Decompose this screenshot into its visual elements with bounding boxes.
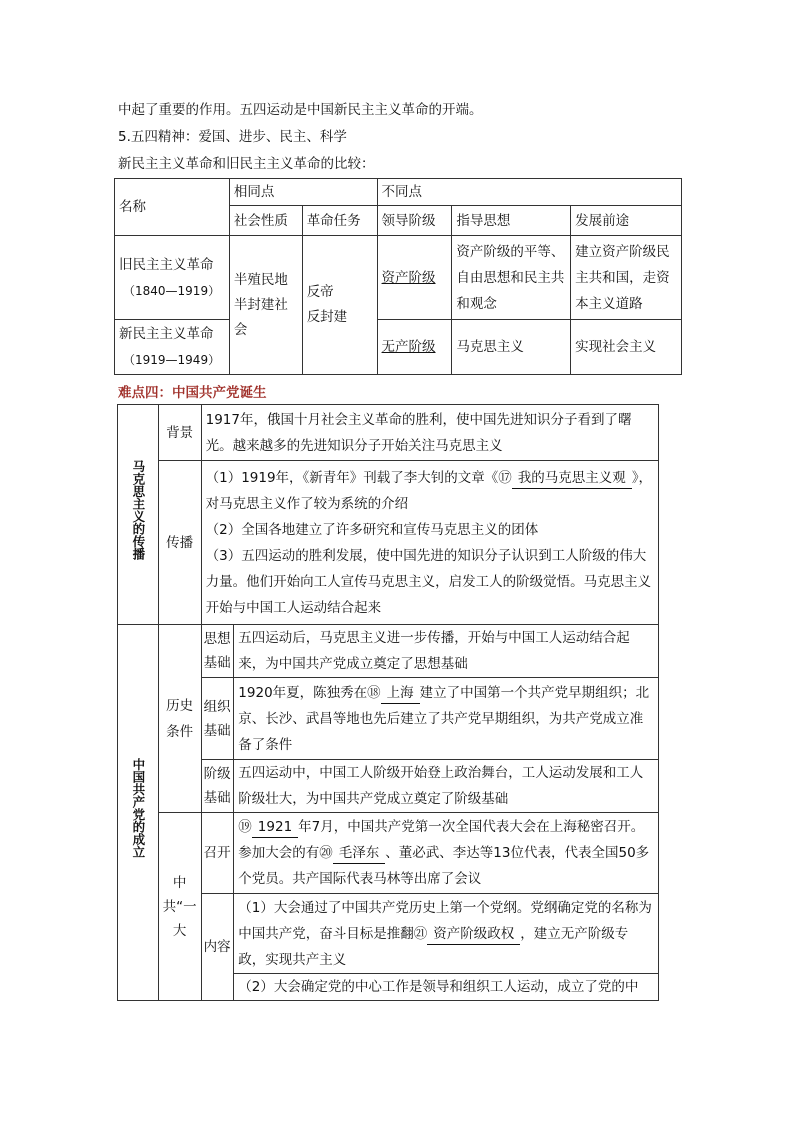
spread-label: 传播 xyxy=(158,461,201,625)
bg-text: 1917年，俄国十月社会主义革命的胜利，使中国先进知识分子看到了曙光。越来越多的先进知识分子开始关注马克思主义 xyxy=(201,405,658,461)
convene-b: 年7月，中国共产党第一次全国代表大会在上海秘密召开。参加大会的有⑳ xyxy=(238,819,645,861)
name-header: 名称 xyxy=(115,179,230,236)
content-cell-1 xyxy=(234,894,659,974)
col-task: 革命任务 xyxy=(302,206,377,236)
block2-label: 中国共产党的成立 xyxy=(130,758,146,858)
new-years: （1919—1949） xyxy=(123,353,221,367)
convene-blank-1: 1921 xyxy=(252,817,298,838)
block2-label-cell xyxy=(118,625,159,1001)
task-line-1: 反帝 xyxy=(306,284,334,300)
history-label: 历史条件 xyxy=(158,625,201,813)
party-founding-table xyxy=(117,404,659,1001)
spread-item-1 xyxy=(206,465,654,517)
new-name: 新民主主义革命 xyxy=(119,326,214,342)
same-header: 相同点 xyxy=(229,179,377,206)
convene-blank-2: 毛泽东 xyxy=(333,843,386,864)
org-label: 组织基础 xyxy=(201,678,234,760)
congress-label: 中共“一大 xyxy=(158,813,201,1001)
convene-c: 、董必武、李达等13位代表，代表全国50多个党员。共产国际代表马林等出席了会议 xyxy=(238,845,650,887)
col-nature: 社会性质 xyxy=(229,206,302,236)
intro-line-3: 新民主主义革命和旧民主主义革命的比较： xyxy=(118,156,375,172)
content-1-blank: 资产阶级政权 xyxy=(427,924,520,945)
convene-label: 召开 xyxy=(201,813,234,894)
class-label: 阶级基础 xyxy=(201,760,234,813)
section-title: 难点四：中国共产党诞生 xyxy=(118,385,267,401)
org-b: 建立了中国第一个共产党早期组织；北京、长沙、武昌等地也先后建立了共产党早期组织，为共产党成立准备了条件 xyxy=(238,684,650,753)
class-text: 五四运动中，中国工人阶级开始登上政治舞台，工人运动发展和工人阶级壮大，为中国共产党成立奠定了阶级基础 xyxy=(234,760,659,813)
org-cell xyxy=(234,678,659,760)
new-revolution-cell xyxy=(115,320,230,375)
content-label: 内容 xyxy=(201,894,234,1001)
old-future: 建立资产阶级民主共和国，走资本主义道路 xyxy=(571,236,682,320)
org-blank: 上海 xyxy=(381,683,420,704)
comparison-table xyxy=(114,178,682,375)
new-class-text: 无产阶级 xyxy=(381,339,436,355)
thought-label: 思想基础 xyxy=(201,625,234,678)
old-thought: 资产阶级的平等、自由思想和民主共和观念 xyxy=(452,236,571,320)
spread-item-2: （2）全国各地建立了许多研究和宣传马克思主义的团体 xyxy=(205,521,539,538)
diff-header: 不同点 xyxy=(377,179,681,206)
content-cell-2: （2）大会确定党的中心工作是领导和组织工人运动，成立了党的中 xyxy=(234,974,659,1001)
old-class-text: 资产阶级 xyxy=(381,269,436,286)
spread-cell xyxy=(201,461,658,625)
thought-text: 五四运动后，马克思主义进一步传播，开始与中国工人运动结合起来，为中国共产党成立奠定了思想基础 xyxy=(234,625,659,678)
org-a: 1920年夏，陈独秀在⑱ xyxy=(238,684,381,701)
task-line-2: 反封建 xyxy=(306,309,348,325)
block1-label-cell xyxy=(118,405,159,625)
bg-label: 背景 xyxy=(158,405,201,461)
old-name: 旧民主主义革命 xyxy=(119,256,214,273)
spread-1a: （1）1919年，《新青年》刊载了李大钊的文章《⑰ xyxy=(205,469,512,486)
block1-label: 马克思主义的传播 xyxy=(130,460,146,560)
nature-cell: 半殖民地半封建社会 xyxy=(229,236,302,375)
convene-a: ⑲ xyxy=(238,819,252,835)
spread-1b: 》，对马克思主义作了较为系统的介绍 xyxy=(205,469,653,512)
col-thought: 指导思想 xyxy=(452,206,571,236)
content-1b: ，建立无产阶级专政，实现共产主义 xyxy=(238,925,629,968)
content-1a: （1）大会通过了中国共产党历史上第一个党纲。党纲确定党的名称为中国共产党，奋斗目标是推翻㉑ xyxy=(238,899,652,942)
spread-1-blank: 我的马克思主义观 xyxy=(512,468,632,489)
new-class xyxy=(377,320,452,375)
convene-cell xyxy=(234,813,659,894)
old-revolution-cell xyxy=(115,236,230,320)
col-future: 发展前途 xyxy=(571,206,682,236)
new-thought: 马克思主义 xyxy=(452,320,571,375)
spread-item-3: （3）五四运动的胜利发展，使中国先进的知识分子认识到工人阶级的伟大力量。他们开始向工人宣传马克思主义，启发工人的阶级觉悟。马克思主义开始与中国工人运动结合起来 xyxy=(205,547,652,616)
new-future: 实现社会主义 xyxy=(571,320,682,375)
intro-line-1: 中起了重要的作用。五四运动是中国新民主主义革命的开端。 xyxy=(118,102,483,118)
task-cell xyxy=(302,236,377,375)
col-class: 领导阶级 xyxy=(377,206,452,236)
old-class xyxy=(377,236,452,320)
old-years: （1840—1919） xyxy=(123,283,221,298)
intro-line-2: 5.五四精神：爱国、进步、民主、科学 xyxy=(118,129,347,145)
